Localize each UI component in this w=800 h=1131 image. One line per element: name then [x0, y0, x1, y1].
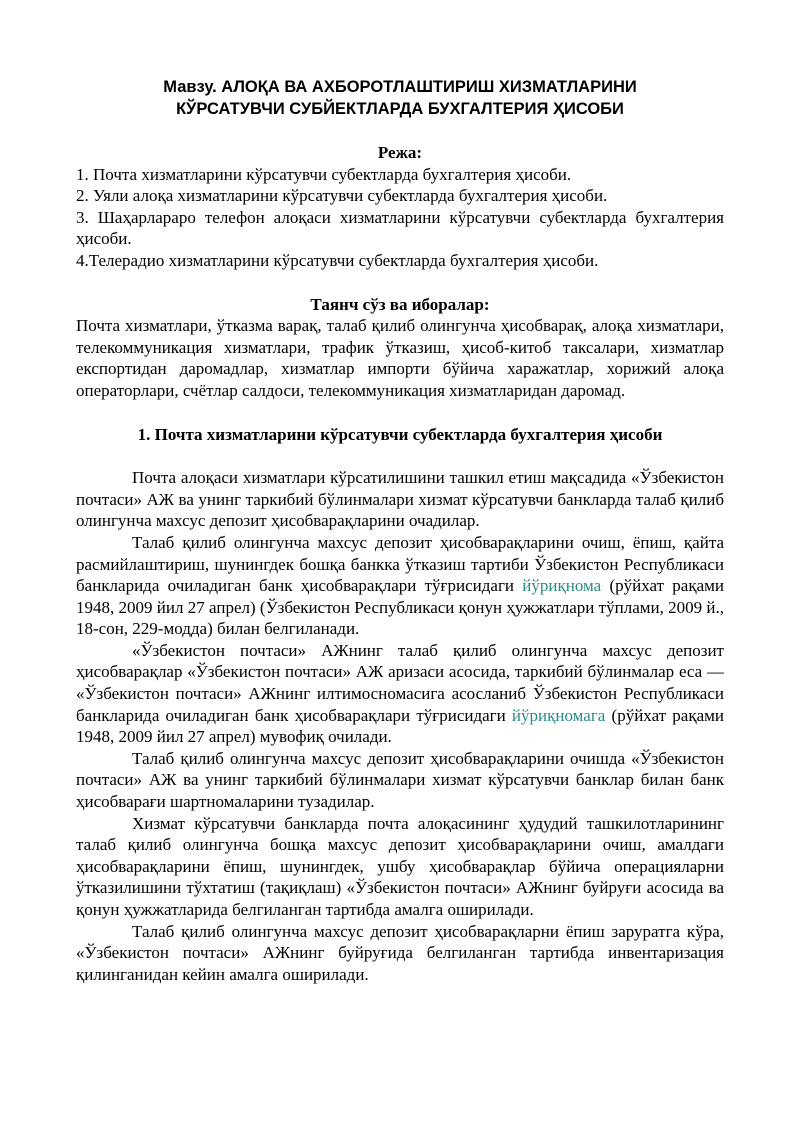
section-1-paragraph-1: Почта алоқаси хизматлари кўрсатилишини ташкил етиш мақсадида «Ўзбекистон почтаси» АЖ ва унинг таркибий бўлинмалари хизмат кўрсатувчи банкларда талаб қилиб олингунча махсус депозит ҳисобварақларини очадилар.	[76, 468, 724, 531]
plan-item-3: 3. Шаҳарлараро телефон алоқаси хизматларини кўрсатувчи субектларда бухгалтерия ҳисоби.	[76, 207, 724, 249]
section-1-paragraph-4: Талаб қилиб олингунча махсус депозит ҳисобварақларини очишда «Ўзбекистон почтаси» АЖ ва унинг таркибий бўлинмалари хизмат кўрсатувчи банклар билан банк ҳисобварағи шартномаларини тузадилар.	[76, 748, 724, 812]
section-1-paragraph-2	[76, 532, 724, 640]
section-1-paragraph-6: Талаб қилиб олингунча махсус депозит ҳисобварақларни ёпиш заруратга кўра, «Ўзбекистон почтаси» АЖнинг буйруғида белгиланган тартибда инвентаризация қилинганидан кейин амалга оширилади.	[76, 921, 724, 984]
instruction-link-2[interactable]: йўриқномага	[511, 705, 606, 725]
section-1-paragraph-5: Хизмат кўрсатувчи банкларда почта алоқасининг ҳудудий ташкилотларининг талаб қилиб олингунча бошқа махсус депозит ҳисобварақларини очиш, амалдаги ҳисобварақларини ёпиш, шунингдек, ушбу ҳисобварақлар бўйича операцияларни ўтказилишини тўхтатиш (тақиқлаш) «Ўзбекистон почтаси» АЖнинг буйруғи асосида ва қонун ҳужжатларида белгиланган тартибда амалга оширилади.	[76, 813, 724, 919]
paragraph-3-text-end: (рўйхат рақами 1948, 2009 йил 27 апрел) мувофиқ очилади.	[76, 705, 724, 747]
title-line-2: КЎРСАТУВЧИ СУБЙЕКТЛАРДА БУХГАЛТЕРИЯ ҲИСОБИ	[176, 100, 624, 118]
title-line-1: Мавзу. АЛОҚА ВА АХБОРОТЛАШТИРИШ ХИЗМАТЛАРИНИ	[163, 78, 637, 96]
document-page	[76, 76, 724, 985]
plan-heading: Режа:	[377, 143, 423, 162]
paragraph-2-text-start: Талаб қилиб олингунча махсус депозит ҳисобварақларини очиш, ёпиш, қайта расмийлаштириш, шунингдек бошқа банкка ўтказиш тартиби Ўзбекистон Республикаси банкларида очиладиган банк ҳисобварақлари тўғрисидаги	[76, 532, 724, 596]
keywords-heading: Таянч сўз ва иборалар:	[310, 294, 490, 314]
paragraph-3-text-start: «Ўзбекистон почтаси» АЖнинг талаб қилиб олингунча махсус депозит ҳисобварақлар «Ўзбекистон почтаси» АЖ аризаси асосида, таркибий бўлинмалар еса — «Ўзбекистон почтаси» АЖнинг илтимосномасига асосланиб Ўзбекистон Республикаси банкларида очиладиган банк ҳисобварақлари тўғрисидаги	[76, 640, 724, 725]
plan-item-4: 4.Телерадио хизматларини кўрсатувчи субектларда бухгалтерия ҳисоби.	[76, 250, 599, 270]
section-1-paragraph-3	[76, 640, 724, 748]
section-1-heading: 1. Почта хизматларини кўрсатувчи субектларда бухгалтерия ҳисоби	[137, 424, 663, 444]
plan-item-1: 1. Почта хизматларини кўрсатувчи субектларда бухгалтерия ҳисоби.	[76, 164, 572, 184]
document-title	[76, 76, 724, 120]
paragraph-2-text-end: (рўйхат рақами 1948, 2009 йил 27 апрел) (Ўзбекистон Республикаси қонун ҳужжатлари тўплами, 2009 й., 18-сон, 229-модда) билан белгиланади.	[76, 576, 724, 639]
keywords-text: Почта хизматлари, ўтказма варақ, талаб қилиб олингунча ҳисобварақ, алоқа хизматлари, телекоммуникация хизматлари, трафик ўтказиш, ҳисоб-китоб таксалари, хизматлар експортидан даромадлар, хизматлар импорти бўйича харажатлар, хорижий алоқа операторлари, счётлар салдоси, телекоммуникация хизматларидан даромад.	[76, 316, 724, 400]
instruction-link-1[interactable]: йўриқнома	[522, 576, 602, 596]
plan-item-2: 2. Уяли алоқа хизматларини кўрсатувчи субектларда бухгалтерия ҳисоби.	[76, 186, 608, 206]
